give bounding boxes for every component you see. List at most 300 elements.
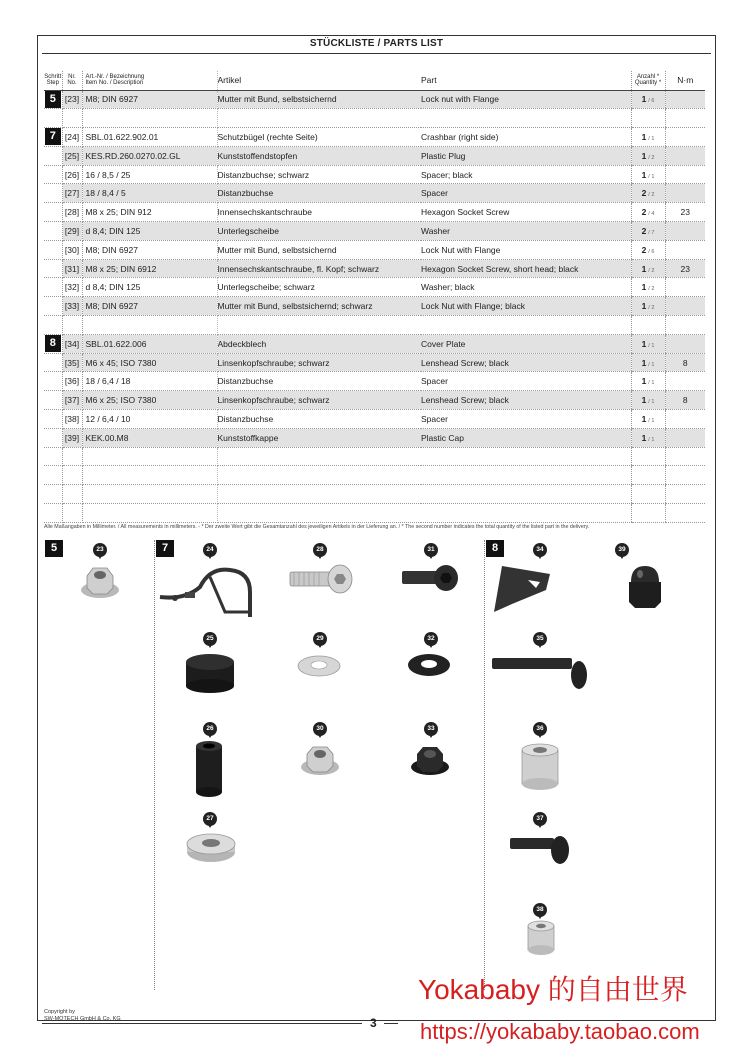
artikel-de: Distanzbuchse xyxy=(217,372,421,391)
part-en: Lenshead Screw; black xyxy=(421,353,631,372)
part-badge-number: 25 xyxy=(203,632,217,646)
step-badge: 5 xyxy=(45,91,61,108)
quantity: 1 xyxy=(641,94,647,105)
step-cell xyxy=(44,391,62,410)
part-badge-number: 27 xyxy=(203,812,217,826)
step-cell xyxy=(44,90,62,109)
part-en: Lenshead Screw; black xyxy=(421,391,631,410)
part-en: Cover Plate xyxy=(421,334,631,353)
empty-cell xyxy=(44,485,62,504)
part-badge-27 xyxy=(203,812,217,829)
part-badge-number: 35 xyxy=(533,632,547,646)
socket-screw-image-28 xyxy=(288,562,358,596)
quantity: 1 xyxy=(641,131,647,142)
empty-cell xyxy=(665,485,705,504)
empty-cell xyxy=(631,504,665,523)
quantity: 2 xyxy=(641,225,647,236)
quantity: 1 xyxy=(641,169,647,180)
table-row xyxy=(44,240,705,259)
part-en: Lock Nut with Flange; black xyxy=(421,297,631,316)
torque xyxy=(665,240,705,259)
table-row xyxy=(44,90,705,109)
pin-pointer-icon xyxy=(207,823,213,828)
empty-cell xyxy=(217,109,421,128)
artikel-de: Distanzbuchse xyxy=(217,184,421,203)
quantity-cell xyxy=(631,259,665,278)
empty-cell xyxy=(217,504,421,523)
empty-cell xyxy=(631,447,665,466)
header-nr-de: Nr. xyxy=(68,73,76,80)
part-number: [35] xyxy=(62,353,82,372)
step-cell xyxy=(44,259,62,278)
quantity-cell xyxy=(631,410,665,429)
torque xyxy=(665,428,705,447)
copyright-line1: Copyright by xyxy=(44,1009,75,1015)
pin-pointer-icon xyxy=(428,733,434,738)
empty-cell xyxy=(421,109,631,128)
part-badge-31 xyxy=(424,543,438,560)
artikel-de: Linsenkopfschraube; schwarz xyxy=(217,391,421,410)
part-en: Spacer xyxy=(421,410,631,429)
part-en: Spacer; black xyxy=(421,165,631,184)
item-number: M6 x 45; ISO 7380 xyxy=(82,353,217,372)
quantity-cell xyxy=(631,222,665,241)
quantity-cell xyxy=(631,203,665,222)
socket-screw-black-image-31 xyxy=(400,562,462,594)
artikel-de: Mutter mit Bund, selbstsichernd xyxy=(217,240,421,259)
step-label-5: 5 xyxy=(45,540,63,557)
part-badge-number: 30 xyxy=(313,722,327,736)
part-badge-number: 32 xyxy=(424,632,438,646)
quantity-total: / 6 xyxy=(648,248,655,255)
part-number: [25] xyxy=(62,146,82,165)
table-header xyxy=(44,71,705,90)
pin-pointer-icon xyxy=(317,554,323,559)
header-artikel: Artikel xyxy=(217,71,421,90)
divider-7-8 xyxy=(484,540,485,990)
part-en: Crashbar (right side) xyxy=(421,128,631,147)
part-number: [38] xyxy=(62,410,82,429)
pin-pointer-icon xyxy=(537,554,543,559)
copyright-line2: SW-MOTECH GmbH & Co. KG xyxy=(44,1015,121,1022)
item-number: M8 x 25; DIN 6912 xyxy=(82,259,217,278)
item-number: 12 / 6,4 / 10 xyxy=(82,410,217,429)
part-badge-number: 34 xyxy=(533,543,547,557)
step-label-7: 7 xyxy=(156,540,174,557)
table-row xyxy=(44,184,705,203)
part-badge-35 xyxy=(533,632,547,649)
item-number: M8; DIN 6927 xyxy=(82,297,217,316)
quantity: 1 xyxy=(641,301,647,312)
part-number: [33] xyxy=(62,297,82,316)
quantity-total: / 2 xyxy=(648,305,655,312)
pin-pointer-icon xyxy=(207,554,213,559)
lock-nut-flange-black-image-33 xyxy=(408,742,452,778)
table-row-empty xyxy=(44,109,705,128)
part-number: [39] xyxy=(62,428,82,447)
artikel-de: Distanzbuchse; schwarz xyxy=(217,165,421,184)
quantity: 1 xyxy=(641,376,647,387)
measurement-note: Alle Maßangaben in Millimeter. / All measurements in millimeters. - * Der zweite Wert gibt die Gesamtanzahl des jeweiligen Artikels in der Lieferung an. / * The second number indicates the total quantity of the listed part in the delivery. xyxy=(44,524,590,530)
quantity-cell xyxy=(631,334,665,353)
part-number: [32] xyxy=(62,278,82,297)
empty-cell xyxy=(82,466,217,485)
torque xyxy=(665,128,705,147)
torque: 23 xyxy=(665,203,705,222)
empty-cell xyxy=(217,485,421,504)
quantity: 1 xyxy=(641,263,647,274)
quantity-cell xyxy=(631,353,665,372)
part-badge-32 xyxy=(424,632,438,649)
item-number: SBL.01.622.902.01 xyxy=(82,128,217,147)
pin-pointer-icon xyxy=(207,733,213,738)
part-badge-number: 37 xyxy=(533,812,547,826)
part-en: Spacer xyxy=(421,372,631,391)
quantity: 2 xyxy=(641,188,647,199)
step-cell xyxy=(44,240,62,259)
part-badge-36 xyxy=(533,722,547,739)
quantity: 2 xyxy=(641,207,647,218)
spacer-image-27 xyxy=(184,830,238,864)
part-badge-number: 23 xyxy=(93,543,107,557)
item-number: KES.RD.260.0270.02.GL xyxy=(82,146,217,165)
quantity: 1 xyxy=(641,338,647,349)
item-number: 18 / 6,4 / 18 xyxy=(82,372,217,391)
torque xyxy=(665,334,705,353)
washer-black-image-32 xyxy=(405,652,453,678)
part-en: Hexagon Socket Screw, short head; black xyxy=(421,259,631,278)
item-number: d 8,4; DIN 125 xyxy=(82,222,217,241)
quantity-total: / 4 xyxy=(648,211,655,218)
quantity-cell xyxy=(631,184,665,203)
part-badge-38 xyxy=(533,903,547,920)
part-badge-number: 28 xyxy=(313,543,327,557)
item-number: M8 x 25; DIN 912 xyxy=(82,203,217,222)
item-number: M8; DIN 6927 xyxy=(82,240,217,259)
table-row xyxy=(44,146,705,165)
empty-cell xyxy=(421,316,631,335)
quantity-cell xyxy=(631,372,665,391)
artikel-de: Schutzbügel (rechte Seite) xyxy=(217,128,421,147)
part-badge-23 xyxy=(93,543,107,560)
step-cell xyxy=(44,146,62,165)
part-en: Plastic Plug xyxy=(421,146,631,165)
empty-cell xyxy=(62,485,82,504)
part-en: Spacer xyxy=(421,184,631,203)
empty-cell xyxy=(631,466,665,485)
lenshead-screw-image-35 xyxy=(490,648,592,690)
part-number: [23] xyxy=(62,90,82,109)
empty-cell xyxy=(421,447,631,466)
empty-cell xyxy=(665,109,705,128)
header-item-de: Art.-Nr. / Bezeichnung xyxy=(85,73,145,80)
quantity-cell xyxy=(631,297,665,316)
part-en: Lock nut with Flange xyxy=(421,90,631,109)
quantity-total: / 1 xyxy=(648,380,655,387)
step-cell xyxy=(44,334,62,353)
empty-cell xyxy=(62,316,82,335)
empty-cell xyxy=(62,447,82,466)
pin-pointer-icon xyxy=(537,733,543,738)
item-number: 18 / 8,4 / 5 xyxy=(82,184,217,203)
step-cell xyxy=(44,428,62,447)
quantity-cell xyxy=(631,146,665,165)
torque: 23 xyxy=(665,259,705,278)
copyright xyxy=(44,1009,121,1022)
empty-cell xyxy=(44,447,62,466)
pin-pointer-icon xyxy=(428,554,434,559)
empty-cell xyxy=(631,109,665,128)
artikel-de: Linsenkopfschraube; schwarz xyxy=(217,353,421,372)
part-badge-26 xyxy=(203,722,217,739)
quantity-total: / 1 xyxy=(648,135,655,142)
header-part: Part xyxy=(421,71,631,90)
step-cell xyxy=(44,203,62,222)
step-cell xyxy=(44,410,62,429)
part-badge-number: 36 xyxy=(533,722,547,736)
part-en: Hexagon Socket Screw xyxy=(421,203,631,222)
empty-cell xyxy=(665,316,705,335)
washer-image-29 xyxy=(295,654,343,678)
part-badge-number: 33 xyxy=(424,722,438,736)
part-number: [27] xyxy=(62,184,82,203)
part-badge-number: 39 xyxy=(615,543,629,557)
table-row xyxy=(44,165,705,184)
empty-cell xyxy=(82,504,217,523)
quantity-cell xyxy=(631,128,665,147)
empty-cell xyxy=(665,447,705,466)
torque xyxy=(665,410,705,429)
part-badge-34 xyxy=(533,543,547,560)
empty-cell xyxy=(82,109,217,128)
empty-cell xyxy=(62,466,82,485)
footer-rule xyxy=(42,1023,362,1024)
artikel-de: Unterlegscheibe xyxy=(217,222,421,241)
spacer-image-38 xyxy=(524,920,558,956)
artikel-de: Innensechskantschraube xyxy=(217,203,421,222)
spacer-image-36 xyxy=(518,742,562,792)
watermark-title: Yokababy 的自由世界 xyxy=(418,974,688,1005)
artikel-de: Kunststoffkappe xyxy=(217,428,421,447)
cover-plate-image-34 xyxy=(490,560,556,616)
artikel-de: Innensechskantschraube, fl. Kopf; schwarz xyxy=(217,259,421,278)
torque xyxy=(665,222,705,241)
quantity-total: / 1 xyxy=(648,399,655,406)
part-number: [31] xyxy=(62,259,82,278)
table-row xyxy=(44,128,705,147)
quantity-cell xyxy=(631,278,665,297)
empty-cell xyxy=(631,316,665,335)
table-row xyxy=(44,259,705,278)
part-badge-number: 31 xyxy=(424,543,438,557)
artikel-de: Mutter mit Bund, selbstsichernd; schwarz xyxy=(217,297,421,316)
torque: 8 xyxy=(665,353,705,372)
quantity-cell xyxy=(631,240,665,259)
quantity-cell xyxy=(631,391,665,410)
empty-cell xyxy=(665,504,705,523)
quantity-total: / 2 xyxy=(648,267,655,274)
torque: 8 xyxy=(665,391,705,410)
header-nm: N·m xyxy=(665,71,705,90)
step-badge: 7 xyxy=(45,128,61,145)
part-badge-number: 26 xyxy=(203,722,217,736)
empty-cell xyxy=(217,447,421,466)
step-cell xyxy=(44,297,62,316)
part-badge-25 xyxy=(203,632,217,649)
step-badge: 8 xyxy=(45,335,61,352)
spacer-black-image-26 xyxy=(192,740,226,798)
empty-cell xyxy=(44,109,62,128)
quantity-total: / 1 xyxy=(648,173,655,180)
table-row xyxy=(44,278,705,297)
table-row xyxy=(44,203,705,222)
part-badge-24 xyxy=(203,543,217,560)
quantity-cell xyxy=(631,165,665,184)
table-row xyxy=(44,353,705,372)
item-number: SBL.01.622.006 xyxy=(82,334,217,353)
quantity: 1 xyxy=(641,432,647,443)
empty-cell xyxy=(631,485,665,504)
part-number: [30] xyxy=(62,240,82,259)
empty-cell xyxy=(44,504,62,523)
quantity-total: / 1 xyxy=(648,436,655,443)
step-cell xyxy=(44,222,62,241)
part-number: [28] xyxy=(62,203,82,222)
part-number: [29] xyxy=(62,222,82,241)
quantity-cell xyxy=(631,90,665,109)
empty-cell xyxy=(82,447,217,466)
empty-cell xyxy=(82,485,217,504)
page-number: 3 xyxy=(370,1016,377,1030)
quantity-total: / 1 xyxy=(648,361,655,368)
part-badge-28 xyxy=(313,543,327,560)
empty-cell xyxy=(421,466,631,485)
quantity-total: / 1 xyxy=(648,417,655,424)
quantity-total: / 2 xyxy=(648,192,655,199)
pin-pointer-icon xyxy=(317,643,323,648)
empty-cell xyxy=(44,316,62,335)
quantity-total: / 2 xyxy=(648,154,655,161)
quantity: 1 xyxy=(641,413,647,424)
item-number: d 8,4; DIN 125 xyxy=(82,278,217,297)
empty-cell xyxy=(62,109,82,128)
step-cell xyxy=(44,128,62,147)
part-badge-number: 29 xyxy=(313,632,327,646)
item-number: 16 / 8,5 / 25 xyxy=(82,165,217,184)
empty-cell xyxy=(421,485,631,504)
quantity: 1 xyxy=(641,150,647,161)
item-number: KEK.00.M8 xyxy=(82,428,217,447)
table-row xyxy=(44,297,705,316)
table-row-empty xyxy=(44,447,705,466)
part-badge-number: 38 xyxy=(533,903,547,917)
header-qty-en: Quantity * xyxy=(634,80,662,87)
header-step-en: Step xyxy=(46,80,59,87)
pin-pointer-icon xyxy=(97,554,103,559)
part-en: Washer xyxy=(421,222,631,241)
page-title: STÜCKLISTE / PARTS LIST xyxy=(42,38,711,54)
quantity-total: / 6 xyxy=(648,98,655,105)
part-number: [34] xyxy=(62,334,82,353)
table-row-empty xyxy=(44,316,705,335)
quantity-total: / 1 xyxy=(648,342,655,349)
step-cell xyxy=(44,184,62,203)
table-row-empty xyxy=(44,504,705,523)
torque xyxy=(665,372,705,391)
table-row xyxy=(44,391,705,410)
part-number: [36] xyxy=(62,372,82,391)
item-number: M6 x 25; ISO 7380 xyxy=(82,391,217,410)
torque xyxy=(665,146,705,165)
torque xyxy=(665,165,705,184)
header-qty-de: Anzahl * xyxy=(636,73,660,80)
step-cell xyxy=(44,165,62,184)
torque xyxy=(665,90,705,109)
table-row xyxy=(44,334,705,353)
empty-cell xyxy=(421,504,631,523)
quantity-total: / 7 xyxy=(648,229,655,236)
quantity: 1 xyxy=(641,357,647,368)
item-number: M8; DIN 6927 xyxy=(82,90,217,109)
plastic-cap-image-39 xyxy=(625,562,665,610)
part-badge-33 xyxy=(424,722,438,739)
quantity: 1 xyxy=(641,395,647,406)
empty-cell xyxy=(665,466,705,485)
torque xyxy=(665,278,705,297)
part-badge-30 xyxy=(313,722,327,739)
part-badge-39 xyxy=(615,543,629,560)
table-row xyxy=(44,372,705,391)
part-en: Plastic Cap xyxy=(421,428,631,447)
pin-pointer-icon xyxy=(428,643,434,648)
artikel-de: Kunststoffendstopfen xyxy=(217,146,421,165)
empty-cell xyxy=(217,316,421,335)
pin-pointer-icon xyxy=(317,733,323,738)
part-badge-37 xyxy=(533,812,547,829)
part-en: Lock Nut with Flange xyxy=(421,240,631,259)
header-step-de: Schritt xyxy=(44,73,62,80)
empty-cell xyxy=(82,316,217,335)
pin-pointer-icon xyxy=(537,914,543,919)
empty-cell xyxy=(62,504,82,523)
footer-rule-right xyxy=(384,1023,398,1024)
quantity-total: / 2 xyxy=(648,286,655,293)
header-nr-en: No. xyxy=(67,80,77,87)
step-label-8: 8 xyxy=(486,540,504,557)
lock-nut-flange-image-30 xyxy=(298,742,342,778)
part-en: Washer; black xyxy=(421,278,631,297)
header-item-en: Item No. / Description xyxy=(85,80,144,87)
watermark-url[interactable]: https://yokababy.taobao.com xyxy=(420,1019,700,1044)
table-row-empty xyxy=(44,485,705,504)
parts-table xyxy=(44,71,705,523)
crashbar-image-24 xyxy=(155,562,265,627)
quantity: 2 xyxy=(641,244,647,255)
artikel-de: Distanzbuchse xyxy=(217,410,421,429)
part-number: [37] xyxy=(62,391,82,410)
table-row-empty xyxy=(44,466,705,485)
torque xyxy=(665,184,705,203)
artikel-de: Mutter mit Bund, selbstsichernd xyxy=(217,90,421,109)
artikel-de: Abdeckblech xyxy=(217,334,421,353)
table-row xyxy=(44,222,705,241)
step-cell xyxy=(44,278,62,297)
step-cell xyxy=(44,372,62,391)
quantity: 1 xyxy=(641,282,647,293)
part-number: [24] xyxy=(62,128,82,147)
torque xyxy=(665,297,705,316)
artikel-de: Unterlegscheibe; schwarz xyxy=(217,278,421,297)
